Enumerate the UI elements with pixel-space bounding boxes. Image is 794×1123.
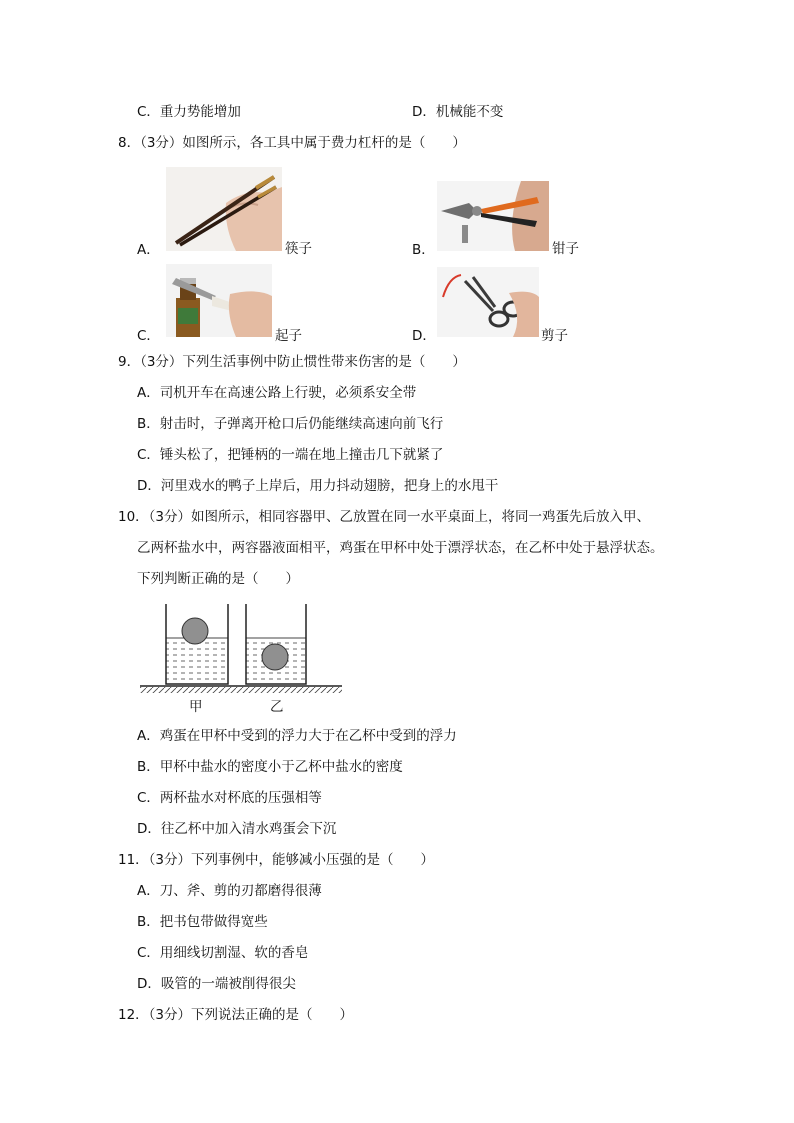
figure-label-yi: 乙 xyxy=(270,699,284,715)
figure-label-jia: 甲 xyxy=(189,699,203,715)
q7-option-c: C．重力势能增加 xyxy=(137,104,241,120)
q8-option-d-letter: D． xyxy=(412,328,436,344)
q8-option-a-letter: A． xyxy=(137,242,160,258)
q10-option-d: D．往乙杯中加入清水鸡蛋会下沉 xyxy=(137,821,337,837)
scissors-photo-icon xyxy=(437,267,539,337)
containers-diagram xyxy=(140,598,342,694)
q10-option-c: C．两杯盐水对杯底的压强相等 xyxy=(137,790,322,806)
q8-option-a-caption: 筷子 xyxy=(285,241,312,257)
q11-stem: 11．（3分）下列事例中，能够减小压强的是（ ） xyxy=(118,852,435,868)
q11-option-a: A．刀、斧、剪的刃都磨得很薄 xyxy=(137,883,322,899)
chopsticks-photo-icon xyxy=(166,167,282,251)
pliers-photo-icon xyxy=(437,181,549,251)
q10-stem-line-3: 下列判断正确的是（ ） xyxy=(137,571,299,587)
q9-option-c: C．锤头松了，把锤柄的一端在地上撞击几下就紧了 xyxy=(137,447,444,463)
q7-option-d: D．机械能不变 xyxy=(412,104,504,120)
q8-option-d-caption: 剪子 xyxy=(541,328,568,344)
q9-option-d: D．河里戏水的鸭子上岸后，用力抖动翅膀，把身上的水甩干 xyxy=(137,478,499,494)
q8-option-b-caption: 钳子 xyxy=(552,241,579,257)
q8-option-b-letter: B． xyxy=(412,242,435,258)
bottle-opener-photo-icon xyxy=(166,264,272,337)
q9-option-b: B．射击时，子弹离开枪口后仍能继续高速向前飞行 xyxy=(137,416,444,432)
q11-option-c: C．用细线切割湿、软的香皂 xyxy=(137,945,309,961)
q10-stem-line-2: 乙两杯盐水中，两容器液面相平，鸡蛋在甲杯中处于漂浮状态，在乙杯中处于悬浮状态。 xyxy=(137,540,664,556)
q8-option-c-letter: C． xyxy=(137,328,160,344)
q12-stem: 12．（3分）下列说法正确的是（ ） xyxy=(118,1007,354,1023)
q10-option-b: B．甲杯中盐水的密度小于乙杯中盐水的密度 xyxy=(137,759,403,775)
q8-stem: 8．（3分）如图所示，各工具中属于费力杠杆的是（ ） xyxy=(118,135,466,151)
q11-option-b: B．把书包带做得宽些 xyxy=(137,914,268,930)
q9-stem: 9．（3分）下列生活事例中防止惯性带来伤害的是（ ） xyxy=(118,354,466,370)
q9-option-a: A．司机开车在高速公路上行驶，必须系安全带 xyxy=(137,385,417,401)
q8-option-c-caption: 起子 xyxy=(275,328,302,344)
q11-option-d: D．吸管的一端被削得很尖 xyxy=(137,976,296,992)
q10-stem-line-1: 10．（3分）如图所示，相同容器甲、乙放置在同一水平桌面上，将同一鸡蛋先后放入甲、 xyxy=(118,509,651,525)
q10-option-a: A．鸡蛋在甲杯中受到的浮力大于在乙杯中受到的浮力 xyxy=(137,728,457,744)
